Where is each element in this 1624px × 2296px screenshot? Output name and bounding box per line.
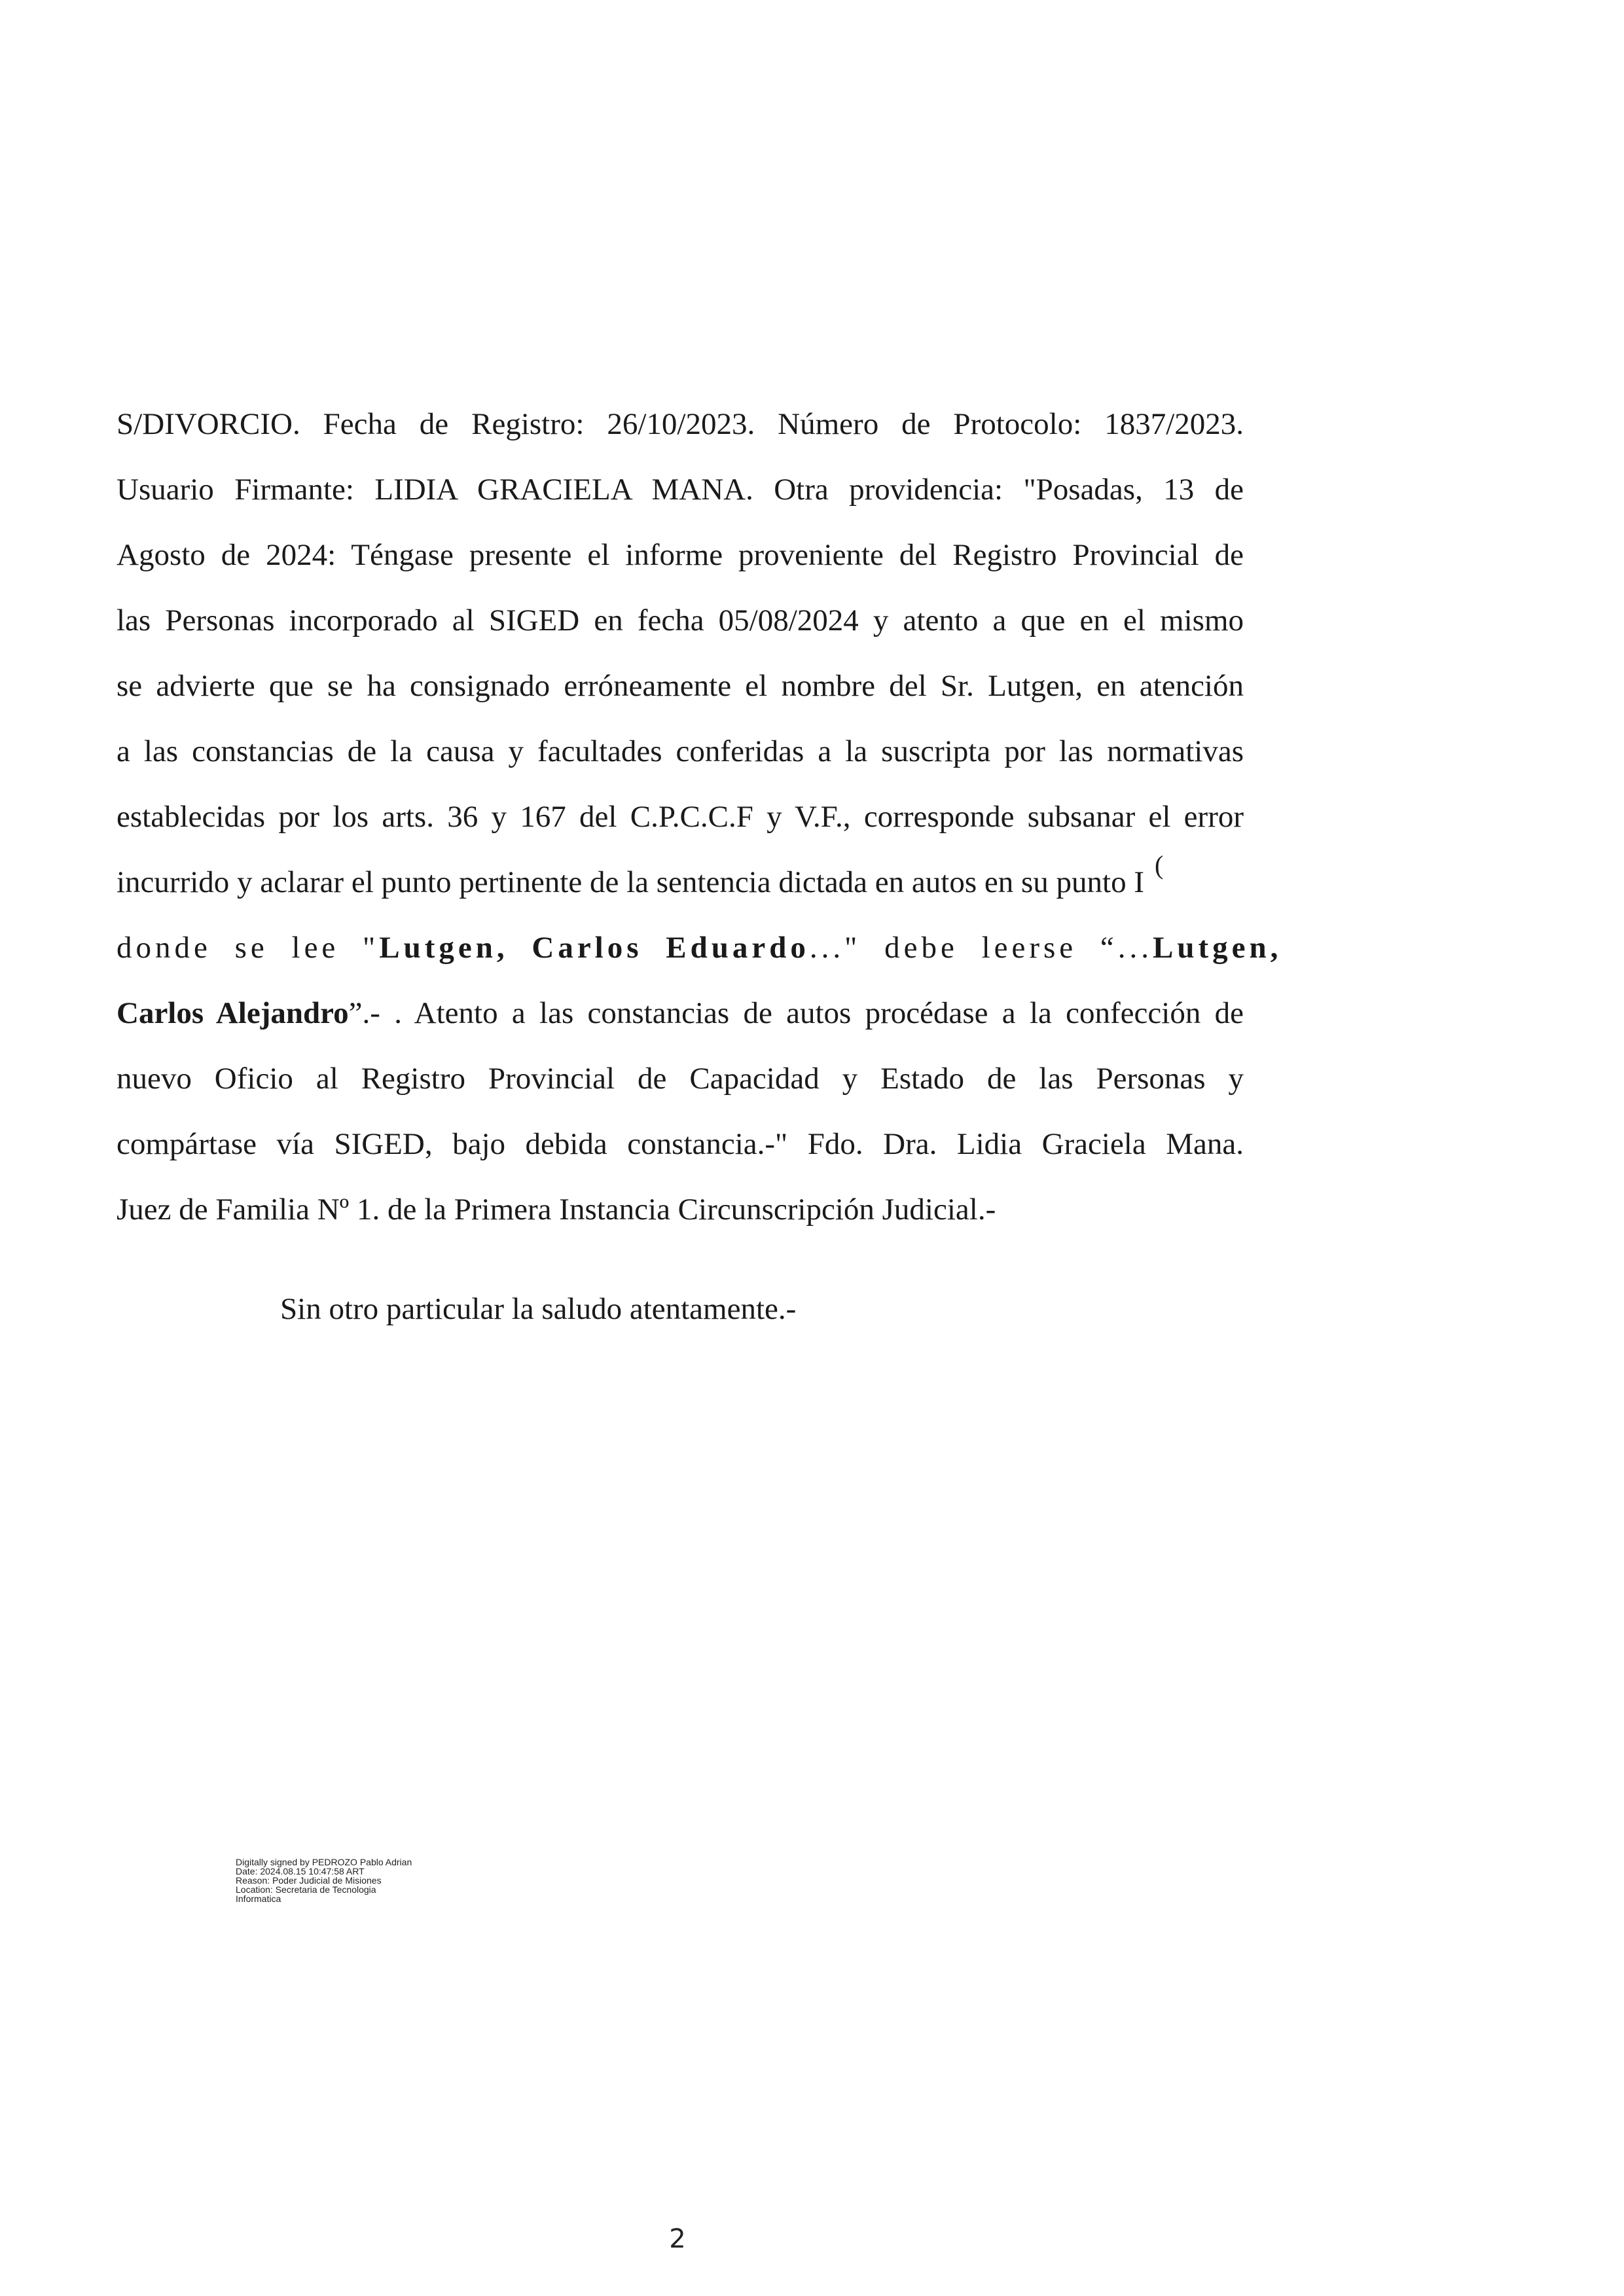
body-paragraph bbox=[117, 391, 1282, 1242]
text-line-9-part-a: donde se lee " bbox=[117, 931, 380, 965]
text-line-8-main: incurrido y aclarar el punto pertinente de la sentencia dictada en autos en su punto I bbox=[117, 865, 1144, 899]
text-line-7: establecidas por los arts. 36 y 167 del C.P.C.C.F y V.F., corresponde subsanar el error bbox=[117, 800, 1244, 834]
text-line-4: las Personas incorporado al SIGED en fecha 05/08/2024 y atento a que en el mismo bbox=[117, 603, 1244, 637]
bold-name-lutgen: Lutgen, bbox=[1153, 931, 1282, 965]
text-line-12: compártase vía SIGED, bajo debida constancia.-" Fdo. Dra. Lidia Graciela Mana. bbox=[117, 1127, 1244, 1161]
bold-name-eduardo: Lutgen, Carlos Eduardo bbox=[379, 931, 810, 965]
signature-date: Date: 2024.08.15 10:47:58 ART bbox=[236, 1866, 365, 1876]
text-line-10 bbox=[117, 980, 1244, 1046]
signature-location-cont: Informatica bbox=[236, 1893, 281, 1904]
text-line-11: nuevo Oficio al Registro Provincial de Capacidad y Estado de las Personas y bbox=[117, 1062, 1244, 1096]
text-line-13: Juez de Familia Nº 1. de la Primera Instancia Circunscripción Judicial.- bbox=[117, 1193, 996, 1227]
signature-signed-by: Digitally signed by PEDROZO Pablo Adrian bbox=[236, 1857, 412, 1867]
text-line-8 bbox=[117, 850, 1244, 915]
text-line-1: S/DIVORCIO. Fecha de Registro: 26/10/2023. Número de Protocolo: 1837/2023. bbox=[117, 407, 1244, 441]
digital-signature-block bbox=[236, 1857, 412, 1903]
superscript-parenthesis: ( bbox=[1154, 850, 1164, 880]
text-line-6: a las constancias de la causa y facultades conferidas a la suscripta por las normativas bbox=[117, 734, 1244, 768]
text-line-9 bbox=[117, 915, 1282, 980]
closing-salutation: Sin otro particular la saludo atentamente.- bbox=[280, 1292, 797, 1326]
bold-name-alejandro: Carlos Alejandro bbox=[117, 996, 349, 1030]
text-line-2: Usuario Firmante: LIDIA GRACIELA MANA. Otra providencia: "Posadas, 13 de bbox=[117, 473, 1244, 507]
text-line-3: Agosto de 2024: Téngase presente el informe proveniente del Registro Provincial de bbox=[117, 538, 1244, 572]
signature-location: Location: Secretaria de Tecnologia bbox=[236, 1884, 376, 1895]
text-line-10-part-b: ”.- . Atento a las constancias de autos procédase a la confección de bbox=[348, 996, 1244, 1030]
text-line-5: se advierte que se ha consignado erróneamente el nombre del Sr. Lutgen, en atención bbox=[117, 669, 1244, 703]
page-number: 2 bbox=[669, 2224, 686, 2254]
signature-reason: Reason: Poder Judicial de Misiones bbox=[236, 1875, 382, 1886]
text-line-9-part-c: ..." debe leerse “... bbox=[809, 931, 1153, 965]
